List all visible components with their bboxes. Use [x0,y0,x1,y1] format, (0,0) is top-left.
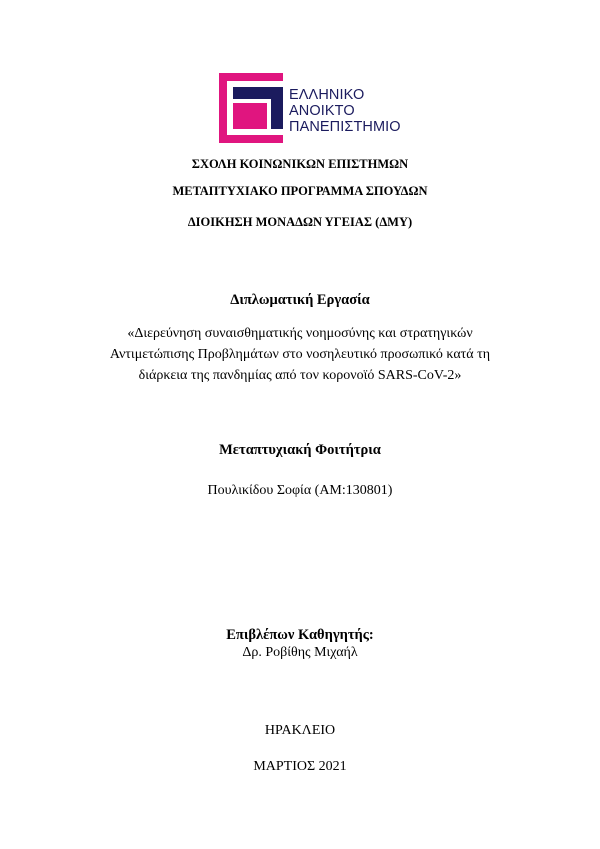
thesis-title-line-1: «Διερεύνηση συναισθηματικής νοημοσύνης και στρατηγικών [127,326,473,341]
school-name: ΣΧΟΛΗ ΚΟΙΝΩΝΙΚΩΝ ΕΠΙΣΤΗΜΩΝ [191,157,409,171]
department-name: ΔΙΟΙΚΗΣΗ ΜΟΝΑΔΩΝ ΥΓΕΙΑΣ (ΔΜΥ) [187,215,413,229]
date: ΜΑΡΤΙΟΣ 2021 [253,759,347,774]
student-label: Μεταπτυχιακή Φοιτήτρια [219,442,381,458]
logo-line-1: ΕΛΛΗΝΙΚΟ [289,87,365,103]
student-info [0,483,600,499]
supervisor-name: Δρ. Ροβίθης Μιχαήλ [242,645,358,660]
thesis-title-line-2: Αντιμετώπισης Προβλημάτων στο νοσηλευτικό προσωπικό κατά τη [109,347,491,362]
eap-logo-icon [219,73,283,143]
logo-line-3: ΠΑΝΕΠΙΣΤΗΜΙΟ [289,119,401,135]
program-name: ΜΕΤΑΠΤΥΧΙΑΚΟ ΠΡΟΓΡΑΜΜΑ ΣΠΟΥΔΩΝ [172,184,428,198]
university-logo [219,73,399,143]
student-name: Πουλικίδου Σοφία [207,483,312,498]
student-id: (ΑΜ:130801) [314,483,393,498]
city: ΗΡΑΚΛΕΙΟ [264,723,336,738]
logo-wordmark [289,87,409,135]
logo-line-2: ΑΝΟΙΚΤΟ [289,103,355,119]
thesis-title-line-3: διάρκεια της πανδημίας από τον κορονοϊό SARS-CoV-2» [138,368,462,383]
supervisor-label: Επιβλέπων Καθηγητής: [226,627,374,643]
thesis-type: Διπλωματική Εργασία [230,292,370,308]
